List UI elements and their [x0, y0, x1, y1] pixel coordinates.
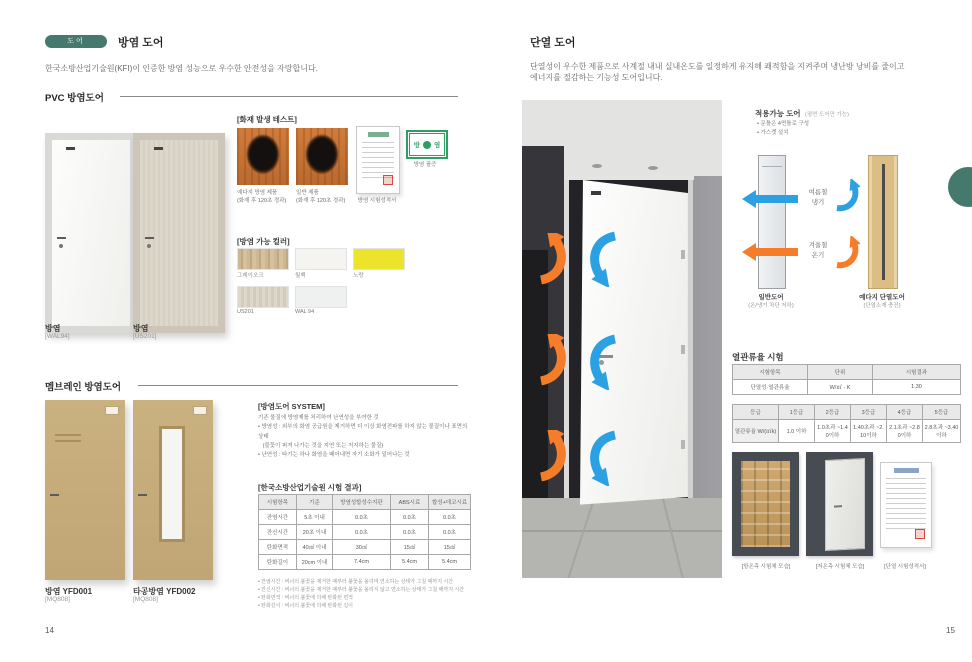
page-edge-tab-icon	[948, 167, 972, 207]
section-divider	[138, 385, 458, 386]
door-hinge	[681, 250, 685, 259]
season-line: 온기	[811, 251, 825, 259]
orange-airflow-arrow-icon	[536, 233, 572, 287]
burn-test-image-flame-retardant	[237, 128, 289, 185]
insulation-core	[882, 164, 885, 280]
table-cell: 0.0초	[429, 510, 471, 525]
product-name: 방염	[45, 324, 61, 333]
table-row	[733, 420, 961, 443]
door-hinge	[681, 440, 685, 449]
certificate-caption: 방염 시험성적서	[357, 198, 397, 204]
table-body	[733, 380, 961, 395]
kfi-test-footnotes	[258, 578, 478, 610]
certificate-seal	[915, 529, 925, 539]
photo-dark-band	[522, 250, 548, 540]
summer-label	[800, 188, 836, 208]
swatch-label: 노랑	[353, 273, 364, 279]
certificate-seal	[383, 175, 393, 185]
thermal-grade-table	[732, 404, 961, 443]
orange-airflow-arrow-icon	[536, 334, 572, 388]
door-hinge	[681, 345, 685, 354]
product-code: [US201]	[133, 333, 157, 340]
kfi-badge	[406, 130, 448, 159]
table-cell: 4등급	[887, 405, 923, 420]
table-cell: 2등급	[815, 405, 851, 420]
cold-side-test-photo	[806, 452, 873, 556]
system-description	[258, 414, 472, 461]
table-cell: 0.0초	[333, 525, 391, 540]
section-divider	[120, 96, 458, 97]
swatch-label: US201	[237, 309, 254, 315]
general-door-subcaption: (온/냉기 차단 저하)	[748, 303, 794, 309]
season-line: 여름철	[808, 189, 828, 196]
table-cell: 15㎠	[391, 540, 429, 555]
kfi-test-table	[258, 494, 471, 570]
caption-line: (화재 후 120초 경과)	[296, 198, 346, 205]
test-door	[825, 458, 865, 552]
table-cell: 20cm 이내	[297, 555, 333, 570]
certificate-logo	[368, 132, 389, 137]
product-name: 방염 YFD001	[45, 587, 93, 596]
kfi-test-heading: [한국소방산업기술원 시험 결과]	[258, 483, 362, 492]
right-description	[530, 61, 950, 83]
blue-airflow-arrow-icon	[584, 334, 620, 390]
table-cell: 1.0 이하	[779, 420, 815, 443]
list-item: • 방염성 : 외부의 화염 공급원을 제거하면 더 이상 화염전파를 하지 않는 물질이나 표면의 상태	[258, 424, 469, 440]
caption-line: 예다지 방염 제품	[237, 190, 278, 196]
badge-char-left: 방	[413, 142, 420, 149]
tile-line	[522, 530, 722, 532]
list-item: • 문틀은 4면틀로 구성	[757, 121, 810, 127]
color-swatch-grey-oak	[237, 248, 289, 270]
table-cell: 3등급	[851, 405, 887, 420]
door-closer-mark	[66, 147, 75, 150]
table-cell: 1.30	[873, 380, 961, 395]
door-groove	[55, 440, 81, 442]
table-cell: 1.0초과 ~1.40이하	[815, 420, 851, 443]
summer-cold-arrow-icon	[742, 190, 798, 208]
table-cell: 탄화길이	[259, 555, 297, 570]
general-door-section	[758, 155, 786, 289]
page-number-right: 15	[946, 626, 955, 635]
table-cell: W/㎡ · K	[808, 380, 873, 395]
color-swatch-wolbaek	[295, 248, 347, 270]
warm-side-test-photo	[732, 452, 799, 556]
flame-certificate-image	[356, 126, 400, 194]
photo-floor	[522, 498, 722, 578]
door-handle	[834, 505, 842, 507]
tile-line	[566, 496, 596, 578]
table-cell: 합성+데코시료	[429, 495, 471, 510]
table-cell: 시험항목	[259, 495, 297, 510]
insulated-door-section	[868, 155, 898, 289]
tile-line	[661, 495, 685, 578]
product-code: [MQ808]	[133, 596, 158, 603]
color-section-heading: [방염 가능 컬러]	[237, 237, 290, 246]
table-body	[259, 510, 471, 570]
page-title-right: 단열 도어	[530, 37, 576, 49]
diagram-heading	[755, 103, 849, 121]
membrane-door-image	[45, 400, 125, 580]
door-section-line	[762, 166, 782, 167]
table-cell: 40㎠ 이내	[297, 540, 333, 555]
swatch-label: 월백	[295, 273, 306, 279]
season-line: 겨울철	[808, 242, 828, 249]
photo-caption: [단열 시험성적서]	[884, 564, 926, 570]
winter-label	[800, 241, 836, 261]
diagram-bullets	[757, 120, 809, 139]
table-cell: 1등급	[779, 405, 815, 420]
category-badge: 도어	[45, 35, 107, 48]
list-item: • 가스켓 설치	[757, 130, 789, 137]
table-cell: 2.8초과 ~3.40이하	[923, 420, 961, 443]
membrane-door-window-image	[133, 400, 213, 580]
table-header-row	[259, 495, 471, 510]
table-cell: 0.0초	[391, 525, 429, 540]
thermal-heading: 열관류율 시험	[732, 352, 784, 362]
table-body	[733, 420, 961, 443]
table-cell: 탄화면적	[259, 540, 297, 555]
color-swatch-yellow	[353, 248, 405, 270]
product-code: [MQ808]	[45, 596, 70, 603]
table-cell: 15㎠	[429, 540, 471, 555]
section-heading-membrane: 멤브레인 방염도어	[45, 382, 122, 393]
list-item: 기존 물질에 방염제를 처리하여 난연성을 부여한 것	[258, 415, 379, 421]
table-row	[259, 540, 471, 555]
table-cell: 1.40초과 ~2.10이하	[851, 420, 887, 443]
table-cell: 열관류율 W/(㎡k)	[733, 420, 779, 443]
description-line: 에너지를 절감하는 기능성 도어입니다.	[530, 73, 663, 82]
table-cell: 기준	[297, 495, 333, 510]
table-cell: 단열성·열관류율	[733, 380, 808, 395]
blue-airflow-arrow-icon	[584, 430, 620, 486]
table-row	[259, 525, 471, 540]
product-name: 방염	[133, 324, 149, 333]
list-item: (불꽃이 퍼져 나가는 것을 지연 또는 저지하는 물질)	[258, 443, 384, 450]
list-item: • 난연성 : 타기는 하나 화염을 떼어내면 자기 소화가 일어나는 것	[258, 452, 410, 459]
door-lock	[147, 244, 151, 248]
door-handle	[50, 494, 59, 496]
badge-char-right: 염	[434, 142, 441, 149]
swatch-label: WAL 94	[295, 309, 315, 315]
test-specimen	[741, 461, 790, 547]
table-cell: 5.4cm	[391, 555, 429, 570]
table-cell: 2.1초과 ~2.80이하	[887, 420, 923, 443]
system-heading: [방염도어 SYSTEM]	[258, 402, 325, 411]
table-cell: 잔염시간	[259, 510, 297, 525]
table-cell: 30㎠	[333, 540, 391, 555]
insulation-certificate-image	[880, 462, 932, 548]
kfi-logo-icon	[423, 141, 431, 149]
caption-line: 일반 제품	[296, 190, 319, 196]
photo-caption: [저온측 시험체 모습]	[815, 564, 865, 570]
fire-test-heading: [화재 발생 테스트]	[237, 115, 297, 124]
certificate-logo	[894, 468, 919, 473]
color-swatch-us201	[237, 286, 289, 308]
table-cell: 20초 이내	[297, 525, 333, 540]
left-subtitle: 한국소방산업기술원(KFI)이 인증한 방염 성능으로 우수한 안전성을 자랑합니다.	[45, 64, 318, 73]
table-cell: 방염성합성수지판	[333, 495, 391, 510]
door-sticker	[193, 406, 207, 415]
section-heading-pvc: PVC 방염도어	[45, 93, 104, 104]
table-cell: 시험항목	[733, 365, 808, 380]
door-glass-window	[159, 426, 185, 542]
door-closer-mark	[591, 191, 601, 195]
certificate-text-lines	[886, 478, 926, 533]
table-header-row	[733, 365, 961, 380]
season-line: 냉기	[811, 198, 825, 206]
list-item: • 탄화면적 : 버너의 불꽃에 의해 탄화된 면적	[258, 595, 353, 601]
badge-caption: 방염 필증	[413, 162, 437, 168]
caption-line: (화재 후 120초 경과)	[237, 198, 287, 205]
ceiling-light	[648, 166, 658, 170]
winter-heat-arrow-icon	[742, 243, 798, 261]
table-row	[733, 380, 961, 395]
table-cell: 7.4cm	[333, 555, 391, 570]
color-swatch-wal94	[295, 286, 347, 308]
product-code: [WAL94]	[45, 333, 70, 340]
pvc-door-white-image	[45, 133, 137, 333]
table-cell: 단위	[808, 365, 873, 380]
table-cell: 5.4cm	[429, 555, 471, 570]
table-cell: 5등급	[923, 405, 961, 420]
list-item: • 잔신시간 : 버너의 불꽃을 제거한 때부터 불꽃을 올리지 않고 연소하는 상태가 그칠 때까지 시간	[258, 587, 465, 593]
table-cell: 등급	[733, 405, 779, 420]
thermal-result-table	[732, 364, 961, 395]
swatch-label: 그레이오크	[237, 273, 264, 279]
table-cell: 잔신시간	[259, 525, 297, 540]
diagram-heading-note: (평면 도어만 가능)	[805, 112, 849, 118]
blue-airflow-arrow-icon	[584, 231, 620, 287]
table-cell: 5초 이내	[297, 510, 333, 525]
door-handle	[57, 237, 66, 239]
door-groove	[55, 434, 81, 436]
table-row	[259, 510, 471, 525]
orange-airflow-arrow-icon	[536, 430, 572, 484]
orange-bounce-arrow-icon	[833, 236, 863, 270]
photo-caption: [항온측 시험체 모습]	[741, 564, 791, 570]
door-frame-right	[688, 180, 693, 500]
description-line: 단열성이 우수한 제품으로 사계절 내내 실내온도를 일정하게 유지해 쾌적함을 지켜주며 냉난방 낭비를 줄이고	[530, 62, 905, 71]
product-name: 타공방염 YFD002	[133, 587, 196, 596]
table-cell: 0.0초	[333, 510, 391, 525]
table-cell: ABS시료	[391, 495, 429, 510]
table-cell: 0.0초	[391, 510, 429, 525]
hallway-door-photo	[522, 100, 722, 578]
diagram-heading-text: 적용가능 도어	[755, 109, 801, 118]
table-header-row	[733, 405, 961, 420]
general-door-caption: 일반도어	[758, 294, 784, 301]
list-item: • 잔염시간 : 버너의 불꽃을 제거한 때부터 불꽃을 올리며 연소하는 상태가 그칠 때까지 시간	[258, 579, 454, 585]
certificate-text-lines	[362, 142, 394, 179]
table-cell: 0.0초	[429, 525, 471, 540]
table-cell: 시험결과	[873, 365, 961, 380]
pvc-door-beige-image	[133, 133, 225, 333]
burn-test-image-normal	[296, 128, 348, 185]
ceiling-light	[592, 164, 602, 168]
door-closer-mark	[154, 147, 163, 150]
page-number-left: 14	[45, 626, 54, 635]
door-handle	[145, 237, 154, 239]
insulated-door-subcaption: (단열소재 충진)	[863, 303, 901, 309]
door-handle	[138, 494, 147, 496]
door-lock	[59, 244, 63, 248]
table-row	[259, 555, 471, 570]
door-sticker	[105, 406, 119, 415]
blue-bounce-arrow-icon	[833, 179, 863, 213]
burn-test-caption	[237, 189, 293, 206]
insulated-door-caption: 예다지 단열도어	[859, 294, 905, 301]
page-title-left: 방염 도어	[118, 37, 164, 49]
list-item: • 탄화길이 : 버너의 불꽃에 의해 탄화된 길이	[258, 603, 353, 609]
